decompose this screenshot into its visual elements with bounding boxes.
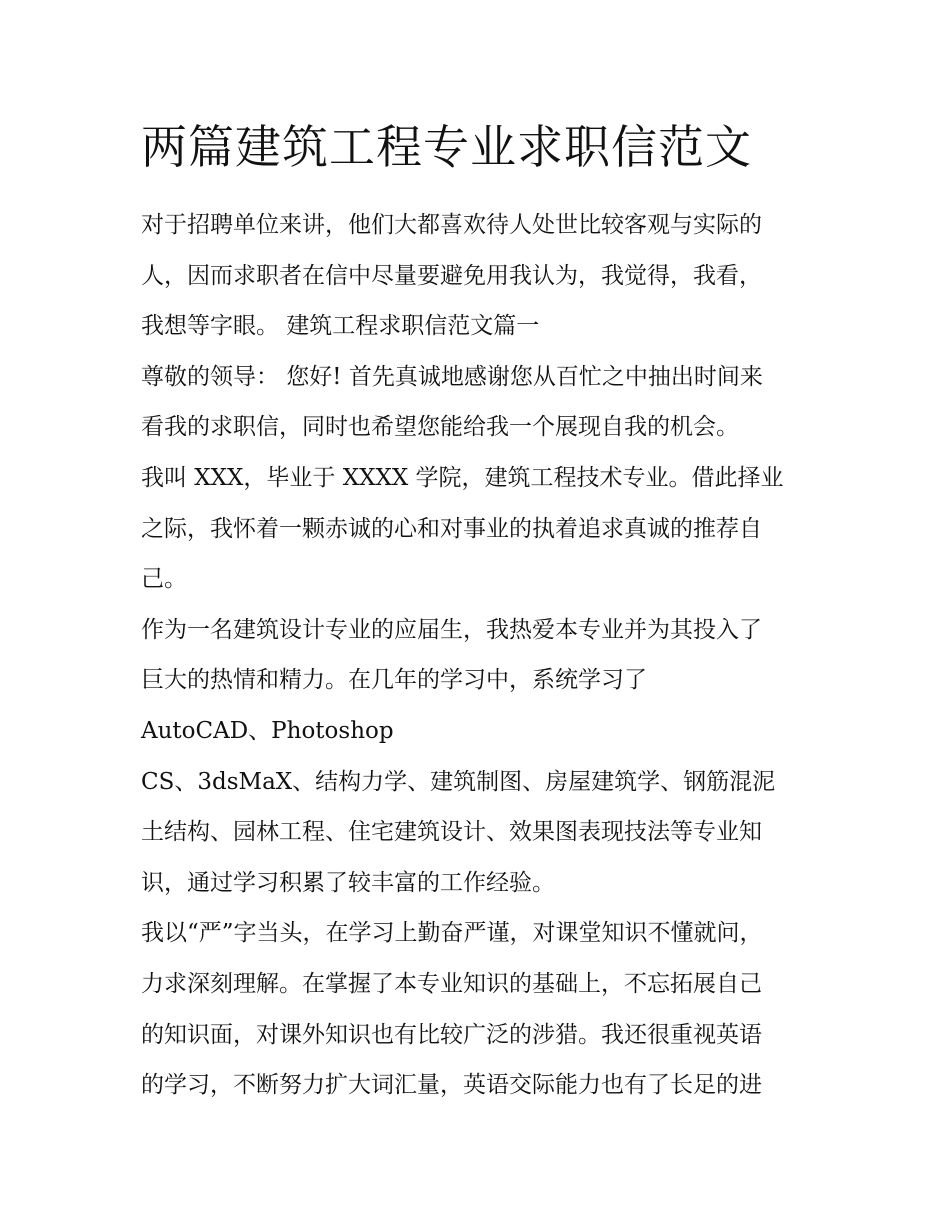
body-line: 力求深刻理解。在掌握了本专业知识的基础上，不忘拓展自己 [141,970,762,997]
body-line: 土结构、园林工程、住宅建筑设计、效果图表现技法等专业知 [141,819,762,846]
document-title: 两篇建筑工程专业求职信范文 [141,120,752,174]
body-line: AutoCAD、Photoshop [141,717,394,744]
body-line: 的知识面，对课外知识也有比较广泛的涉猎。我还很重视英语 [141,1021,762,1048]
body-line: 识，通过学习积累了较丰富的工作经验。 [141,869,555,896]
body-line: 己。 [141,566,187,593]
body-line: 我想等字眼。 建筑工程求职信范文篇一 [141,313,540,340]
body-line: 巨大的热情和精力。在几年的学习中，系统学习了 [141,667,647,694]
body-line: 对于招聘单位来讲，他们大都喜欢待人处世比较客观与实际的 [141,212,762,238]
body-line: 我以“严”字当头，在学习上勤奋严谨，对课堂知识不懂就问， [141,920,763,947]
body-line: 的学习，不断努力扩大词汇量，英语交际能力也有了长足的进 [141,1072,762,1099]
body-line: 作为一名建筑设计专业的应届生，我热爱本专业并为其投入了 [141,616,762,643]
document-page [141,112,821,1111]
document-body [141,200,821,1111]
body-line: 看我的求职信，同时也希望您能给我一个展现自我的机会。 [141,414,739,441]
body-line: 我叫 XXX，毕业于 XXXX 学院，建筑工程技术专业。借此择业 [141,464,784,491]
body-line: 人，因而求职者在信中尽量要避免用我认为，我觉得，我看， [141,262,762,289]
body-line: 尊敬的领导： 您好! 首先真诚地感谢您从百忙之中抽出时间来 [141,363,763,390]
body-line: CS、3dsMaX、结构力学、建筑制图、房屋建筑学、钢筋混泥 [141,768,776,795]
body-line: 之际，我怀着一颗赤诚的心和对事业的执着追求真诚的推荐自 [141,515,762,542]
